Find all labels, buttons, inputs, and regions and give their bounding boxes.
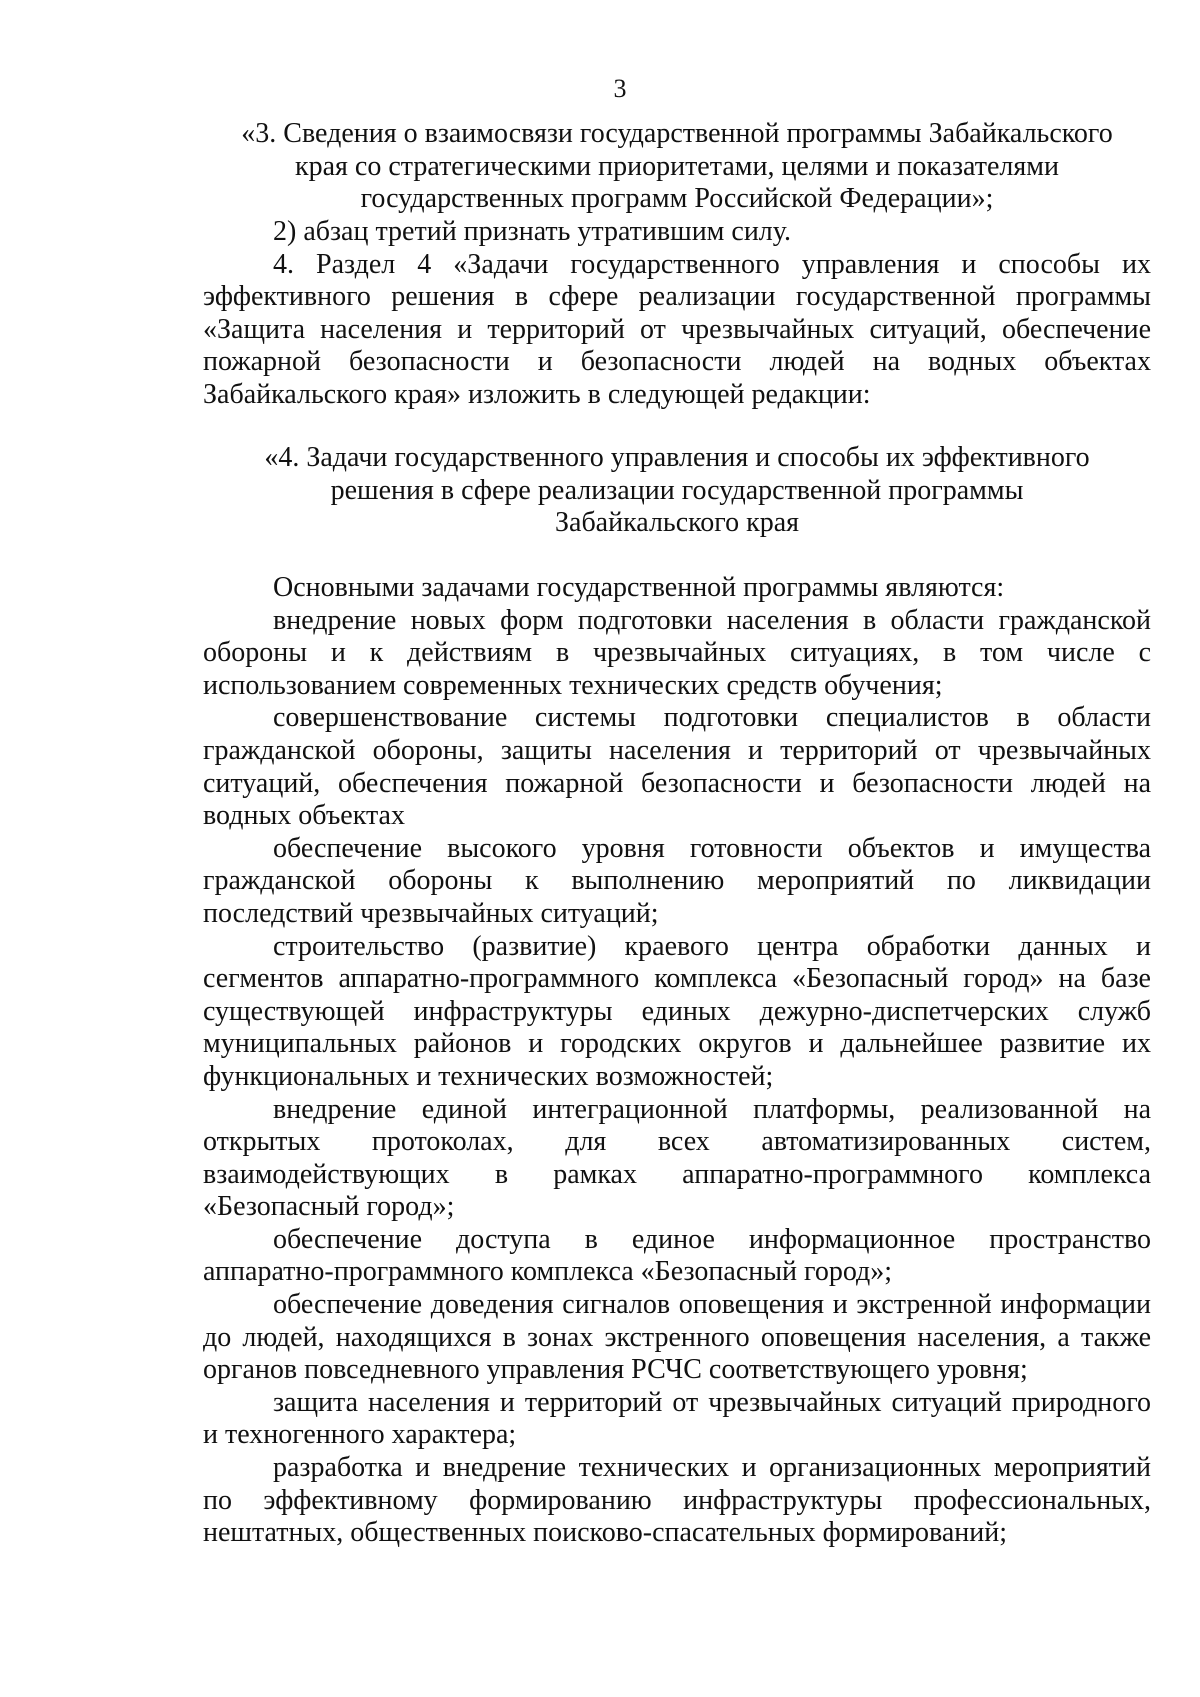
task-paragraph: защита населения и территорий от чрезвычайных ситуаций природного и техногенного характера;	[203, 1386, 1151, 1451]
task-paragraph: внедрение новых форм подготовки населения в области гражданской обороны и к действиям в чрезвычайных ситуациях, в том числе с использованием современных технических средств обучения;	[203, 604, 1151, 701]
section3-heading	[203, 118, 1151, 216]
tasks-intro: Основными задачами государственной программы являются:	[273, 572, 1005, 603]
section3-heading-line: края со стратегическими приоритетами, целями и показателями	[295, 150, 1059, 182]
section3-heading-line: государственных программ Российской Федерации»;	[360, 183, 994, 215]
task-paragraph: совершенствование системы подготовки специалистов в области гражданской обороны, защиты населения и территорий от чрезвычайных ситуаций, обеспечения пожарной безопасности и безопасности людей на водных объектах	[203, 702, 1151, 832]
task-paragraph: обеспечение высокого уровня готовности объектов и имущества гражданской обороны к выполнению мероприятий по ликвидации последствий чрезвычайных ситуаций;	[203, 832, 1151, 929]
amendment-items	[203, 216, 1151, 412]
task-paragraph: обеспечение доведения сигналов оповещения и экстренной информации до людей, находящихся в зонах экстренного оповещения населения, а также органов повседневного управления РСЧС соответствующего уровня;	[203, 1289, 1151, 1386]
task-paragraph: разработка и внедрение технических и организационных мероприятий по эффективному формированию инфраструктуры профессиональных, нештатных, общественных поисково-спасательных формирований;	[203, 1452, 1151, 1549]
tasks-section	[203, 572, 1151, 1550]
section3-heading-line: «3. Сведения о взаимосвязи государственной программы Забайкальского	[241, 118, 1113, 149]
section4-heading-line: Забайкальского края	[554, 507, 799, 539]
task-paragraph: внедрение единой интеграционной платформы, реализованной на открытых протоколах, для всех автоматизированных систем, взаимодействующих в рамках аппаратно-программного комплекса «Безопасный город»;	[203, 1093, 1151, 1223]
task-paragraph: строительство (развитие) краевого центра обработки данных и сегментов аппаратно-программного комплекса «Безопасный город» на базе существующей инфраструктуры единых дежурно-диспетчерских служб муниципальных районов и городских округов и дальнейшее развитие их функциональных и технических возможностей;	[203, 930, 1151, 1092]
section4-heading-line: «4. Задачи государственного управления и способы их эффективного	[264, 442, 1090, 473]
item-4-paragraph: 4. Раздел 4 «Задачи государственного управления и способы их эффективного решения в сфере реализации государственной программы «Защита населения и территорий от чрезвычайных ситуаций, обеспечение пожарной безопасности и безопасности людей на водных объектах Забайкальского края» изложить в следующей редакции:	[203, 248, 1151, 410]
section4-heading	[203, 442, 1151, 540]
task-paragraph: обеспечение доступа в единое информационное пространство аппаратно-программного комплекса «Безопасный город»;	[203, 1223, 1151, 1288]
section4-heading-line: решения в сфере реализации государственной программы	[330, 474, 1024, 506]
page-number: 3	[613, 74, 627, 103]
item-2-paragraph: 2) абзац третий признать утратившим силу.	[273, 216, 791, 247]
